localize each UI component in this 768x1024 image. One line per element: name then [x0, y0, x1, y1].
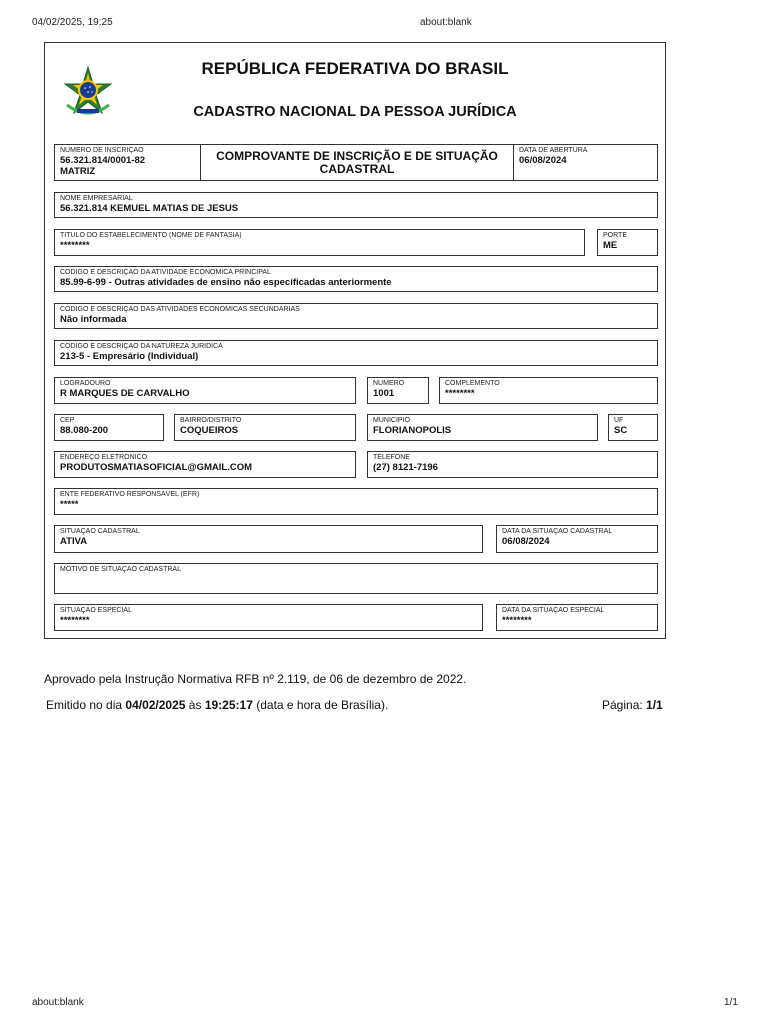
nome-label: NOME EMPRESARIAL: [60, 195, 133, 202]
motivo-label: MOTIVO DE SITUAÇÃO CADASTRAL: [60, 566, 181, 573]
atividade-principal-value: 85.99-6-99 - Outras atividades de ensino não especificadas anteriormente: [60, 277, 392, 288]
complemento-label: COMPLEMENTO: [445, 380, 500, 387]
email-value: PRODUTOSMATIASOFICIAL@GMAIL.COM: [60, 462, 253, 473]
situacao-especial-label: SITUAÇÃO ESPECIAL: [60, 607, 132, 614]
emission-mid: às: [188, 698, 202, 712]
porte-label: PORTE: [603, 232, 627, 239]
porte-value: ME: [603, 240, 618, 251]
data-situacao-box: [496, 525, 658, 553]
uf-box: [608, 414, 658, 441]
fantasia-value: ********: [60, 240, 90, 251]
nome-value: 56.321.814 KEMUEL MATIAS DE JESUS: [60, 203, 239, 214]
situacao-box: [54, 525, 483, 553]
print-datetime: 04/02/2025, 19:25: [32, 17, 113, 28]
complemento-value: ********: [445, 388, 475, 399]
complemento-box: [439, 377, 658, 404]
inscricao-box: [54, 144, 201, 181]
registry-title: CADASTRO NACIONAL DA PESSOA JURÍDICA: [193, 104, 517, 120]
atividades-secundarias-label: CÓDIGO E DESCRIÇÃO DAS ATIVIDADES ECONÔMICAS SECUNDÁRIAS: [60, 306, 300, 313]
footer-pages: 1/1: [724, 997, 738, 1008]
porte-box: [597, 229, 658, 256]
municipio-box: [367, 414, 598, 441]
republic-title: REPÚBLICA FEDERATIVA DO BRASIL: [201, 59, 509, 78]
data-situacao-value: 06/08/2024: [502, 536, 550, 547]
fantasia-box: [54, 229, 585, 256]
page-indicator: [602, 698, 663, 712]
situacao-especial-value: ********: [60, 615, 90, 626]
page-value: 1/1: [646, 698, 663, 712]
page-label: Página:: [602, 698, 643, 712]
bairro-value: COQUEIROS: [180, 425, 239, 436]
telefone-value: (27) 8121-7196: [373, 462, 438, 473]
atividades-secundarias-value: Não informada: [60, 314, 127, 325]
emission-prefix: Emitido no dia: [46, 698, 123, 712]
atividades-secundarias-box: [54, 303, 658, 329]
abertura-box: [513, 144, 658, 181]
situacao-value: ATIVA: [60, 536, 88, 547]
data-situacao-especial-label: DATA DA SITUAÇÃO ESPECIAL: [502, 607, 605, 614]
data-situacao-label: DATA DA SITUAÇÃO CADASTRAL: [502, 528, 613, 535]
print-title: about:blank: [420, 17, 472, 28]
cnpj-certificate: [44, 42, 666, 639]
numero-label: NÚMERO: [373, 380, 405, 387]
bairro-label: BAIRRO/DISTRITO: [180, 417, 242, 424]
email-box: [54, 451, 356, 478]
uf-label: UF: [614, 417, 624, 424]
natureza-label: CÓDIGO E DESCRIÇÃO DA NATUREZA JURÍDICA: [60, 343, 223, 350]
numero-box: [367, 377, 429, 404]
natureza-box: [54, 340, 658, 366]
emission-date: 04/02/2025: [125, 698, 186, 712]
emission-time: 19:25:17: [204, 698, 253, 712]
emission-suffix: (data e hora de Brasília).: [256, 698, 389, 712]
efr-box: [54, 488, 658, 515]
situacao-label: SITUAÇÃO CADASTRAL: [60, 528, 140, 535]
motivo-box: [54, 563, 658, 594]
abertura-label: DATA DE ABERTURA: [519, 147, 588, 154]
municipio-label: MUNICÍPIO: [373, 417, 410, 424]
cep-label: CEP: [60, 417, 75, 424]
numero-value: 1001: [373, 388, 395, 399]
atividade-principal-label: CÓDIGO E DESCRIÇÃO DA ATIVIDADE ECONÔMICA PRINCIPAL: [60, 269, 271, 276]
telefone-box: [367, 451, 658, 478]
atividade-principal-box: [54, 266, 658, 292]
logradouro-box: [54, 377, 356, 404]
data-situacao-especial-value: ********: [502, 615, 532, 626]
email-label: ENDEREÇO ELETRÔNICO: [60, 454, 148, 461]
uf-value: SC: [614, 425, 628, 436]
comprovante-line2: CADASTRAL: [319, 162, 395, 176]
cep-value: 88.080-200: [60, 425, 109, 436]
logradouro-label: LOGRADOURO: [60, 380, 111, 387]
efr-label: ENTE FEDERATIVO RESPONSÁVEL (EFR): [60, 491, 200, 498]
inscricao-value: 56.321.814/0001-82: [60, 155, 146, 166]
comprovante-heading: [200, 144, 514, 181]
emission-note: [46, 698, 388, 712]
inscricao-type: MATRIZ: [60, 166, 96, 177]
data-situacao-especial-box: [496, 604, 658, 631]
nome-box: [54, 192, 658, 218]
bairro-box: [174, 414, 356, 441]
efr-value: *****: [60, 499, 79, 510]
telefone-label: TELEFONE: [373, 454, 410, 461]
municipio-value: FLORIANOPOLIS: [373, 425, 452, 436]
logradouro-value: R MARQUES DE CARVALHO: [60, 388, 190, 399]
inscricao-label: NÚMERO DE INSCRIÇÃO: [60, 147, 144, 154]
fantasia-label: TÍTULO DO ESTABELECIMENTO (NOME DE FANTASIA): [60, 232, 242, 239]
situacao-especial-box: [54, 604, 483, 631]
abertura-value: 06/08/2024: [519, 155, 567, 166]
cep-box: [54, 414, 164, 441]
comprovante-line1: COMPROVANTE DE INSCRIÇÃO E DE SITUAÇÃO: [216, 149, 498, 163]
approval-note: Aprovado pela Instrução Normativa RFB nº 2.119, de 06 de dezembro de 2022.: [44, 672, 467, 686]
natureza-value: 213-5 - Empresário (Individual): [60, 351, 199, 362]
footer-url: about:blank: [32, 997, 84, 1008]
